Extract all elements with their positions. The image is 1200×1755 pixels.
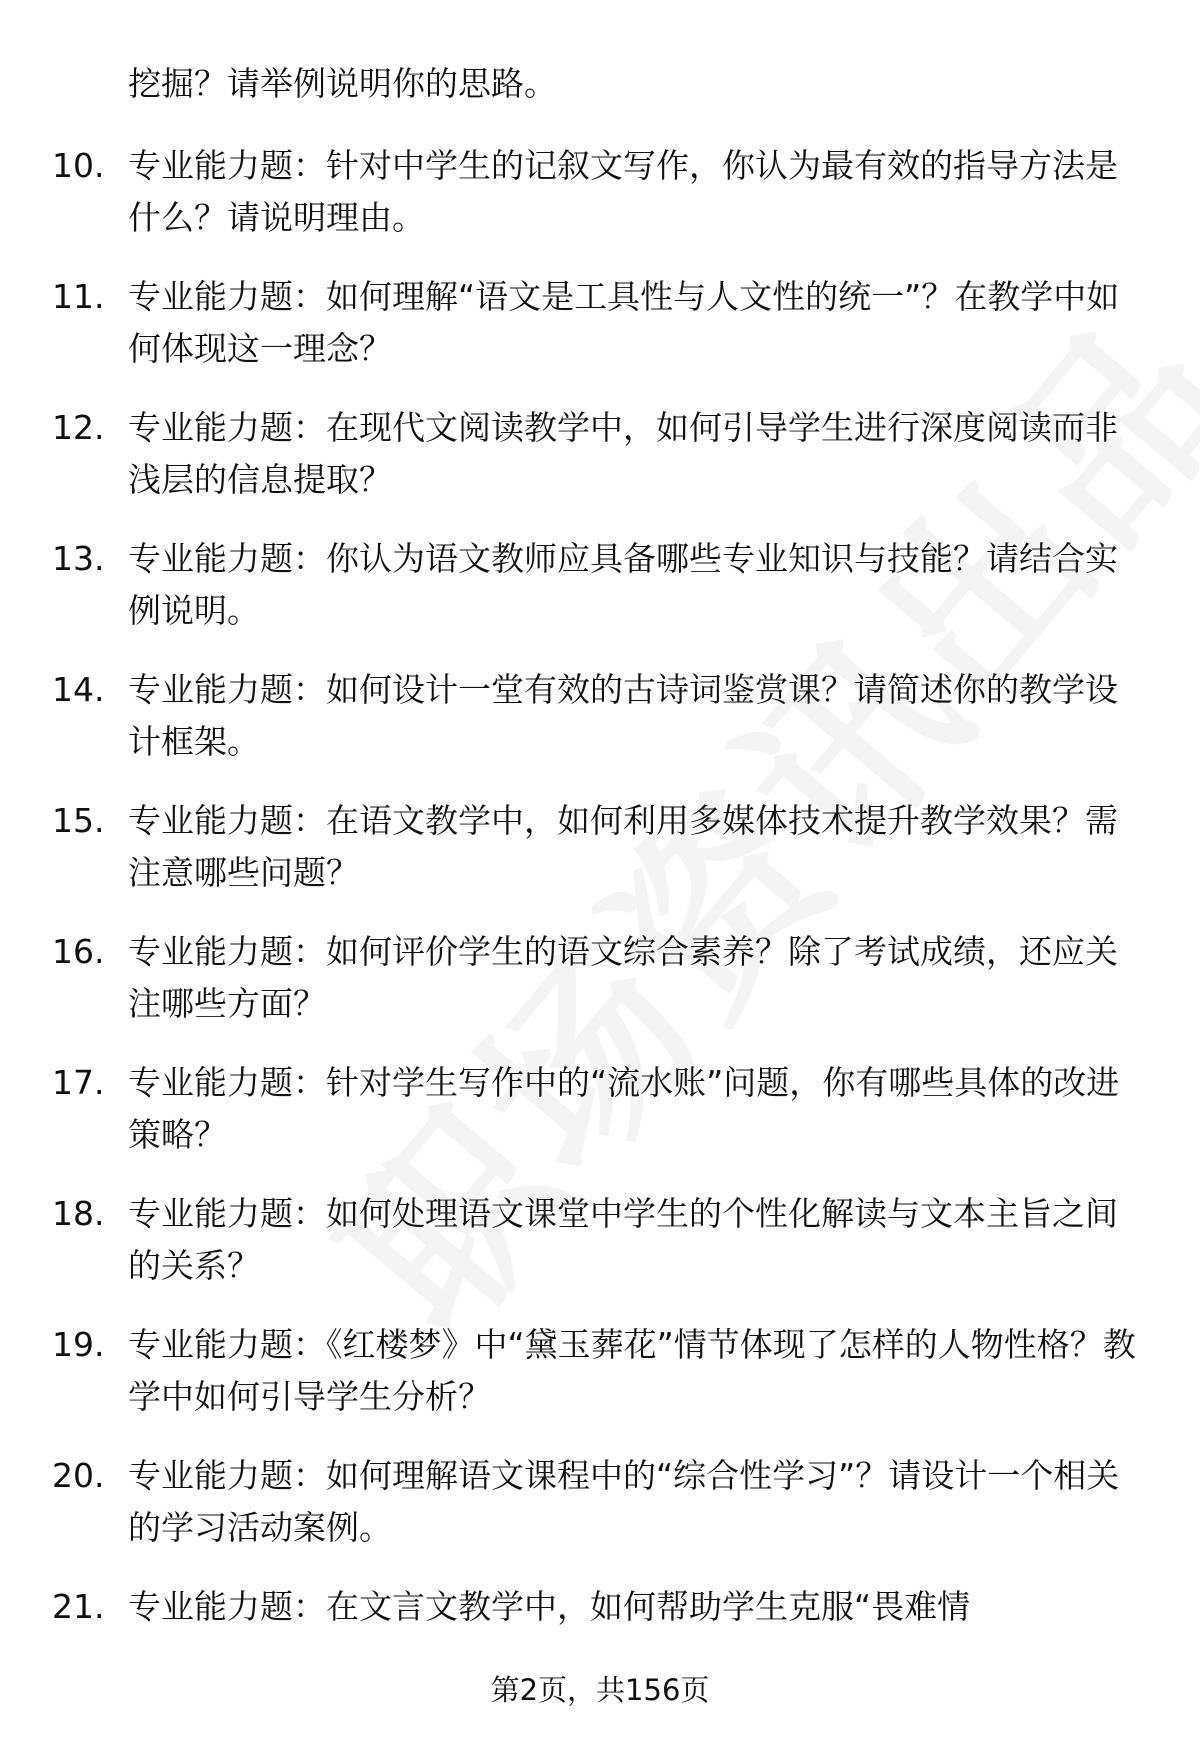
question-number: 20.: [52, 1456, 105, 1495]
question-number: 11.: [52, 277, 105, 316]
question-item: [0, 271, 1200, 402]
question-text: 专业能力题：如何理解“语文是工具性与人文性的统一”？在教学中如何体现这一理念？: [128, 277, 1120, 368]
continued-question-text: 挖掘？请举例说明你的思路。: [128, 64, 557, 103]
question-item: [0, 533, 1200, 664]
question-text: 专业能力题：你认为语文教师应具备哪些专业知识与技能？请结合实例说明。: [128, 539, 1118, 630]
question-number: 21.: [52, 1587, 105, 1626]
question-item: [0, 1319, 1200, 1450]
question-text: 专业能力题：在文言文教学中，如何帮助学生克服“畏难情: [128, 1587, 971, 1626]
question-number: 16.: [52, 932, 105, 971]
question-text: 专业能力题：如何设计一堂有效的古诗词鉴赏课？请简述你的教学设计框架。: [128, 670, 1118, 761]
question-number: 19.: [52, 1325, 105, 1364]
question-number: 17.: [52, 1063, 105, 1102]
question-item: [0, 1450, 1200, 1581]
question-text: 专业能力题：如何理解语文课程中的“综合性学习”？请设计一个相关的学习活动案例。: [128, 1456, 1120, 1547]
question-item: [0, 664, 1200, 795]
question-text: 专业能力题：在语文教学中，如何利用多媒体技术提升教学效果？需注意哪些问题？: [128, 801, 1118, 892]
question-number: 13.: [52, 539, 105, 578]
question-text: 专业能力题：在现代文阅读教学中，如何引导学生进行深度阅读而非浅层的信息提取？: [128, 408, 1118, 499]
question-text: 专业能力题：如何评价学生的语文综合素养？除了考试成绩，还应关注哪些方面？: [128, 932, 1118, 1023]
question-list: [0, 140, 1200, 1712]
question-number: 15.: [52, 801, 105, 840]
question-text: 专业能力题：如何处理语文课堂中学生的个性化解读与文本主旨之间的关系？: [128, 1194, 1118, 1285]
question-item: [0, 1188, 1200, 1319]
question-item: [0, 402, 1200, 533]
page-footer: 第2页，共156页: [490, 1673, 710, 1707]
question-number: 10.: [52, 146, 105, 185]
question-item: [0, 140, 1200, 271]
question-number: 14.: [52, 670, 105, 709]
question-text: 专业能力题：《红楼梦》中“黛玉葬花”情节体现了怎样的人物性格？教学中如何引导学生分析？: [128, 1325, 1136, 1416]
question-text: 专业能力题：针对中学生的记叙文写作，你认为最有效的指导方法是什么？请说明理由。: [128, 146, 1118, 237]
question-item: [0, 926, 1200, 1057]
question-number: 18.: [52, 1194, 105, 1233]
question-text: 专业能力题：针对学生写作中的“流水账”问题，你有哪些具体的改进策略？: [128, 1063, 1120, 1154]
question-item: [0, 795, 1200, 926]
question-number: 12.: [52, 408, 105, 447]
question-item: [0, 1057, 1200, 1188]
